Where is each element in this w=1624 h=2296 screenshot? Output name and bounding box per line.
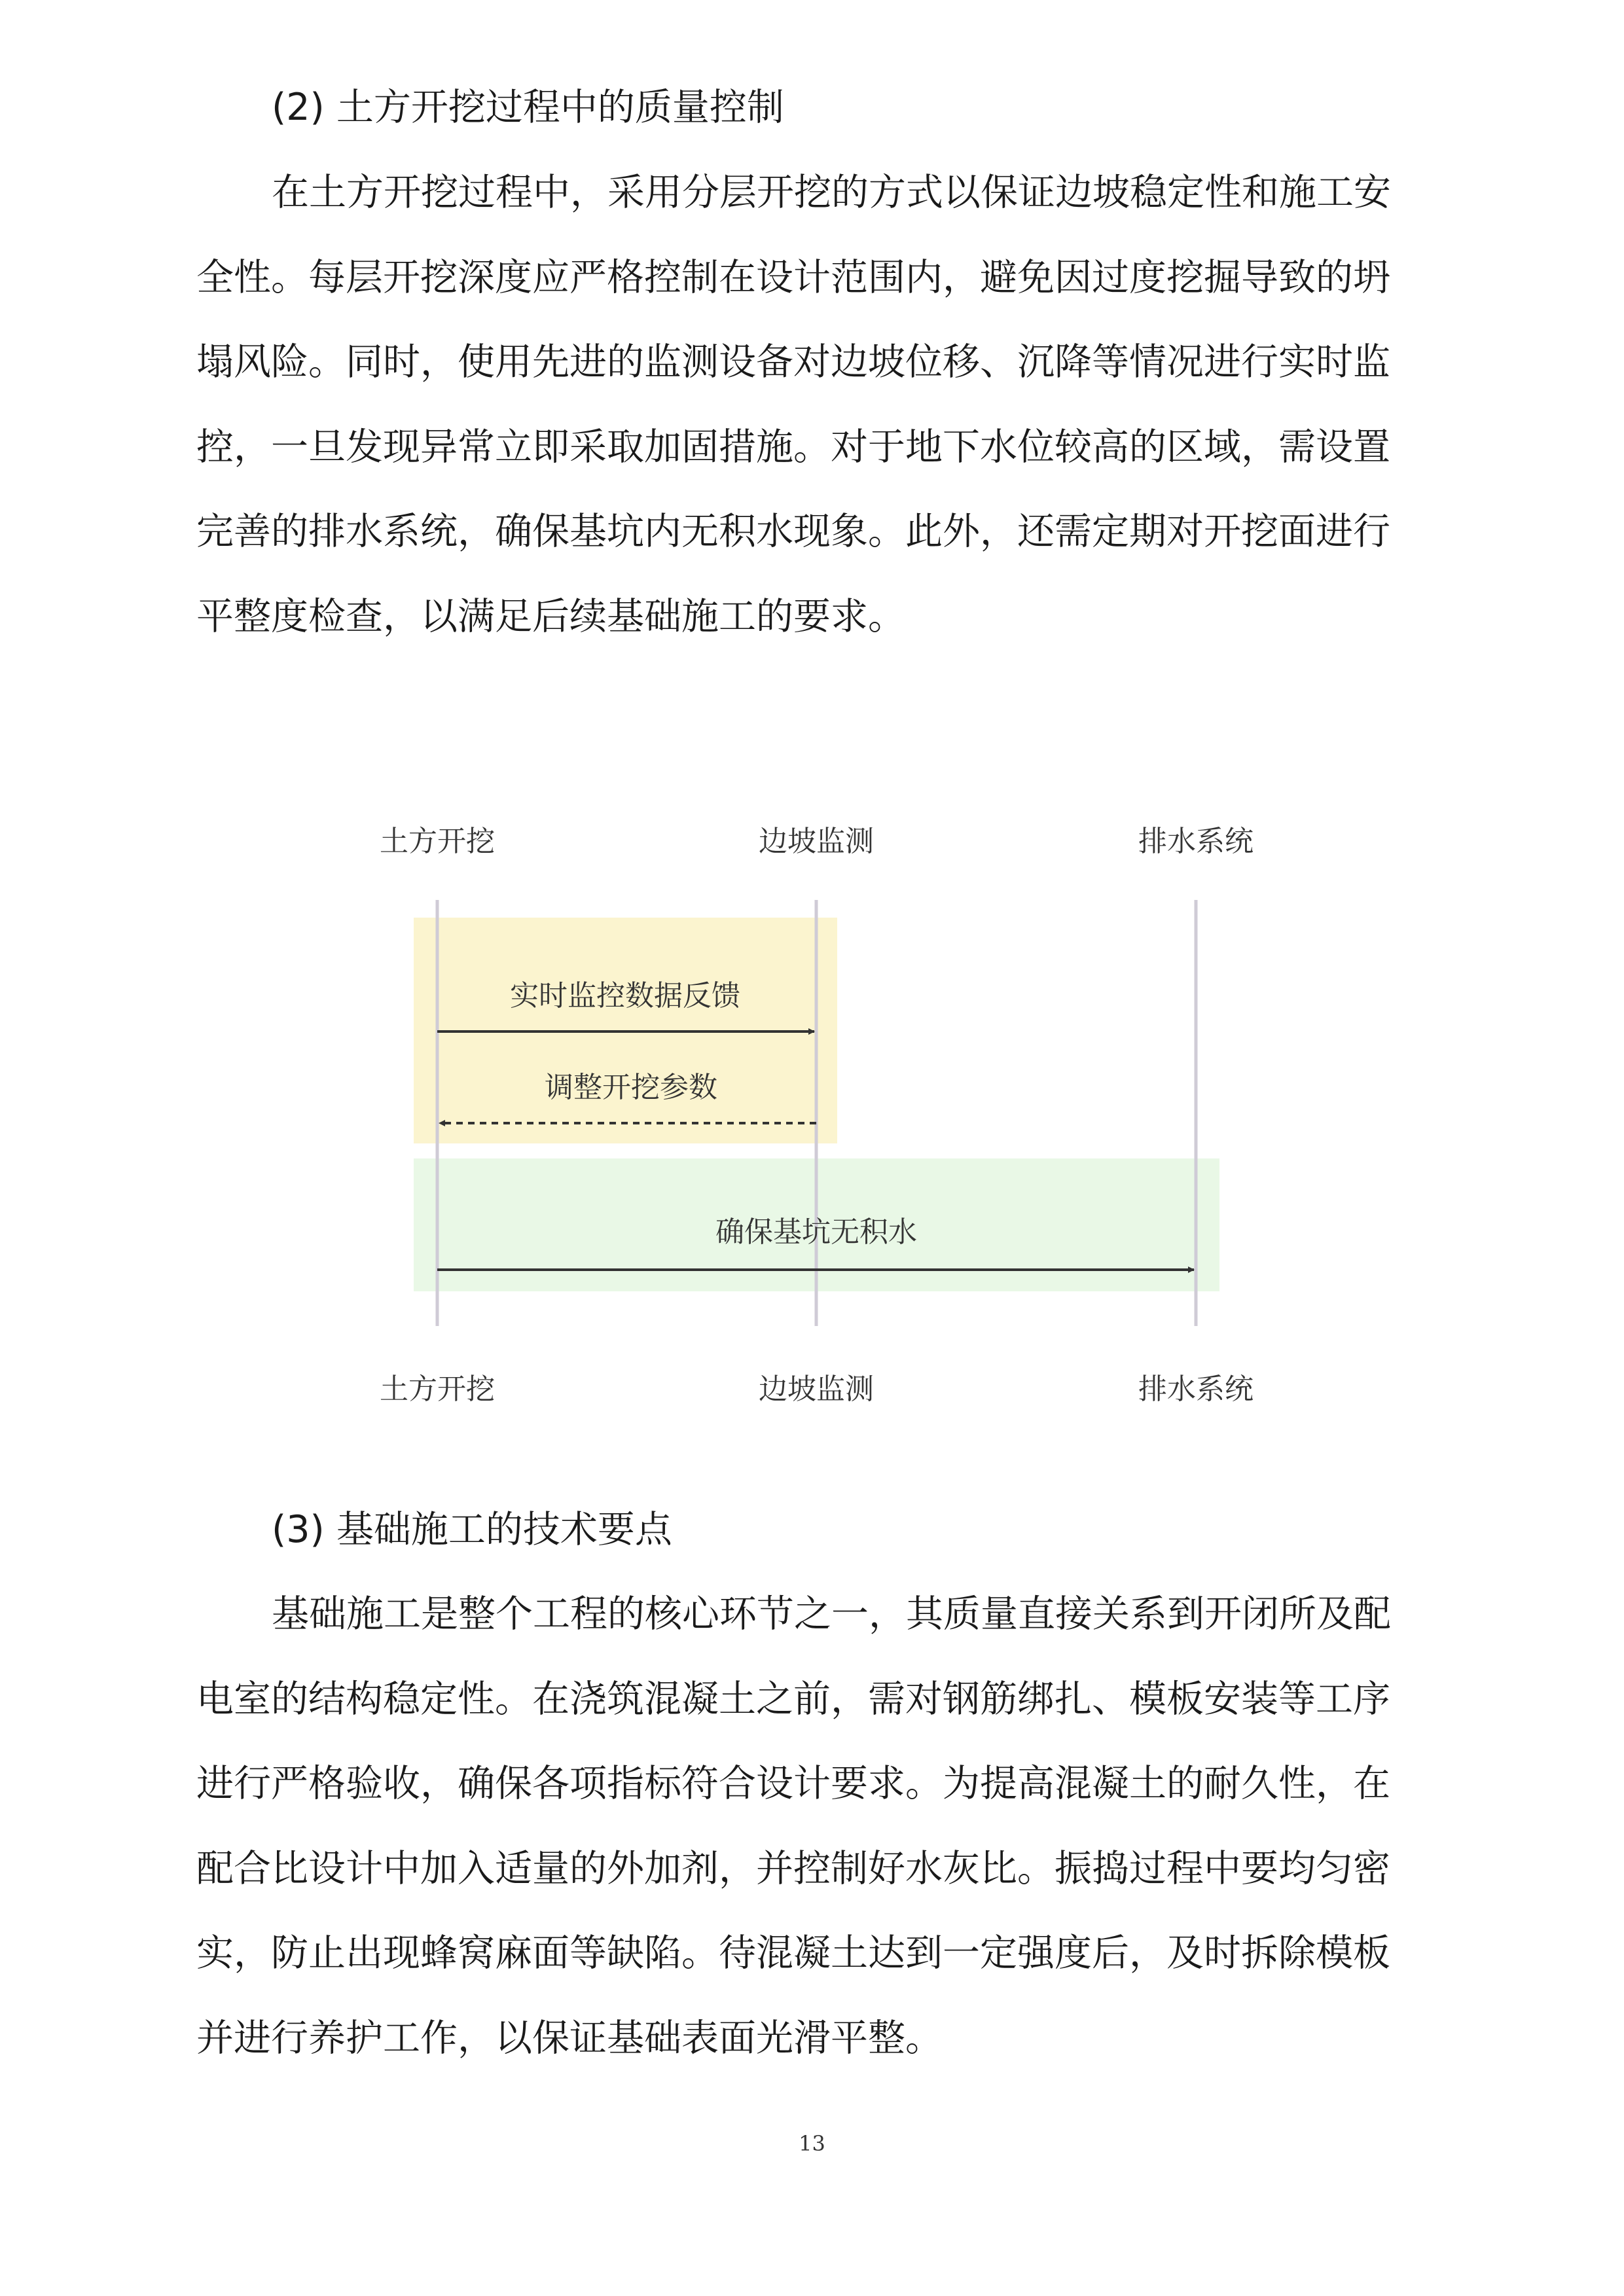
page-number: 13 xyxy=(799,2131,825,2156)
paragraph-line: 平整度检查，以满足后续基础施工的要求。 xyxy=(196,595,905,638)
participant-top: 排水系统 xyxy=(1138,825,1254,858)
message-label: 调整开挖参数 xyxy=(545,1071,717,1104)
participant-bottom: 排水系统 xyxy=(1138,1372,1254,1406)
section-2-heading: (2) 土方开挖过程中的质量控制 xyxy=(272,86,784,129)
paragraph-line: 在土方开挖过程中，采用分层开挖的方式以保证边坡稳定性和施工安 xyxy=(272,171,1391,214)
paragraph-line: 实，防止出现蜂窝麻面等缺陷。待混凝土达到一定强度后，及时拆除模板 xyxy=(196,1931,1390,1975)
paragraph-line: 完善的排水系统，确保基坑内无积水现象。此外，还需定期对开挖面进行 xyxy=(196,510,1390,553)
paragraph-line: 进行严格验收，确保各项指标符合设计要求。为提高混凝土的耐久性，在 xyxy=(196,1762,1390,1805)
message-label: 确保基坑无积水 xyxy=(715,1215,917,1249)
section-3-heading: (3) 基础施工的技术要点 xyxy=(272,1508,672,1551)
paragraph-line: 控，一旦发现异常立即采取加固措施。对于地下水位较高的区域，需设置 xyxy=(196,425,1390,469)
paragraph-line: 并进行养护工作，以保证基础表面光滑平整。 xyxy=(196,2017,943,2060)
paragraph-line: 塌风险。同时，使用先进的监测设备对边坡位移、沉降等情况进行实时监 xyxy=(196,340,1390,384)
paragraph-line: 基础施工是整个工程的核心环节之一，其质量直接关系到开闭所及配 xyxy=(272,1592,1391,1636)
participant-bottom: 土方开挖 xyxy=(380,1372,495,1406)
message-label: 实时监控数据反馈 xyxy=(510,979,740,1013)
participant-top: 土方开挖 xyxy=(380,825,495,858)
participant-top: 边坡监测 xyxy=(759,825,874,858)
participant-bottom: 边坡监测 xyxy=(759,1372,874,1406)
paragraph-line: 电室的结构稳定性。在浇筑混凝土之前，需对钢筋绑扎、模板安装等工序 xyxy=(196,1677,1390,1721)
paragraph-line: 全性。每层开挖深度应严格控制在设计范围内，避免因过度挖掘导致的坍 xyxy=(196,256,1390,299)
paragraph-line: 配合比设计中加入适量的外加剂，并控制好水灰比。振捣过程中要均匀密 xyxy=(196,1847,1390,1890)
